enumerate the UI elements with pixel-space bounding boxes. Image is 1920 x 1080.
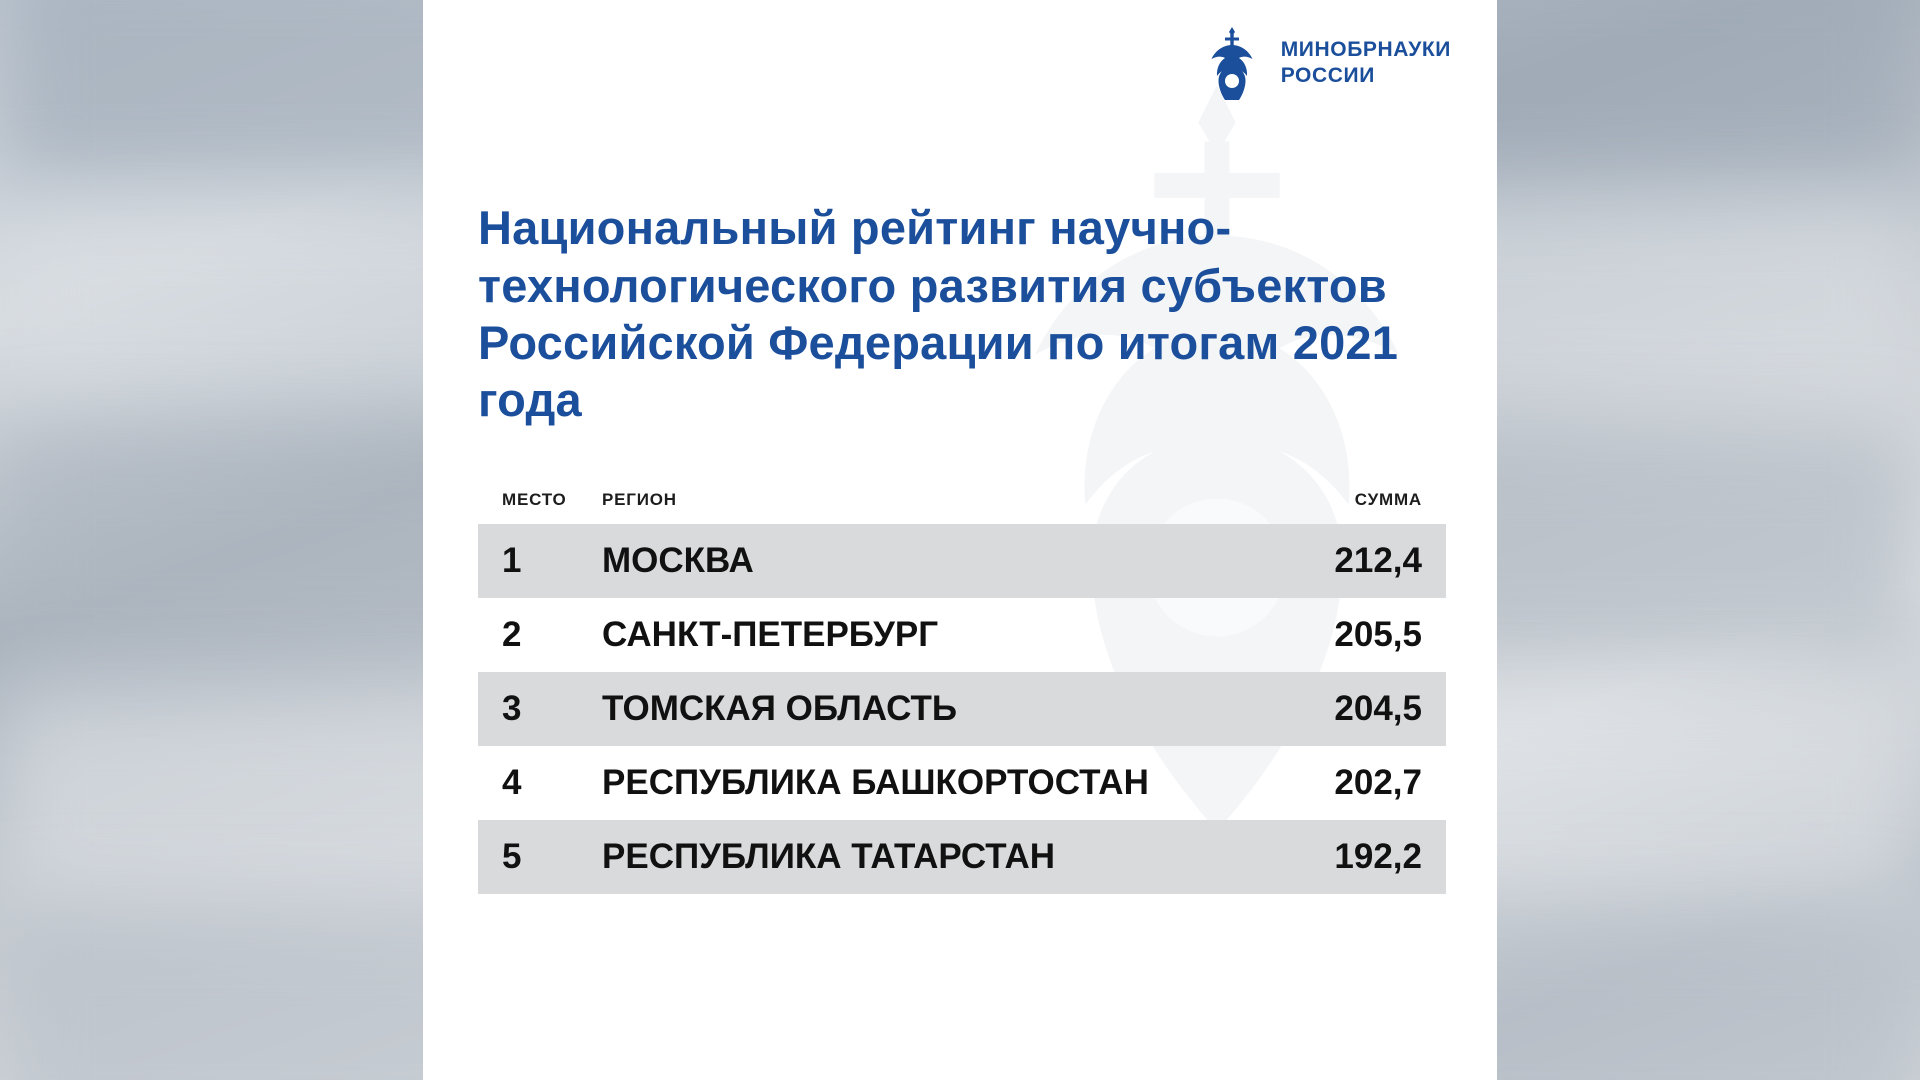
ministry-name xyxy=(1281,37,1451,88)
cell-sum: 202,7 xyxy=(1334,763,1422,802)
ministry-logo xyxy=(1201,26,1451,100)
cell-region: МОСКВА xyxy=(602,541,754,580)
page-title: Национальный рейтинг научно-технологического развития субъектов Российской Федерации по итогам 2021 года xyxy=(478,201,1399,427)
column-header-place: МЕСТО xyxy=(502,490,567,509)
cell-place: 5 xyxy=(502,837,522,876)
table-row xyxy=(478,598,1446,672)
cell-region: САНКТ-ПЕТЕРБУРГ xyxy=(602,615,939,654)
cell-region: РЕСПУБЛИКА ТАТАРСТАН xyxy=(602,837,1056,876)
cell-place: 4 xyxy=(502,763,522,802)
cell-sum: 205,5 xyxy=(1334,615,1422,654)
table-row xyxy=(478,524,1446,598)
table-row xyxy=(478,672,1446,746)
info-card xyxy=(423,0,1497,1080)
cell-place: 1 xyxy=(502,541,522,580)
cell-place: 2 xyxy=(502,615,522,654)
cell-sum: 192,2 xyxy=(1334,837,1422,876)
russia-coat-of-arms-icon xyxy=(1201,26,1263,100)
ranking-table xyxy=(478,490,1446,894)
ministry-name-line-1: МИНОБРНАУКИ xyxy=(1280,38,1451,62)
cell-region: ТОМСКАЯ ОБЛАСТЬ xyxy=(602,689,958,728)
cell-sum: 212,4 xyxy=(1334,541,1422,580)
ministry-name-line-2: РОССИИ xyxy=(1280,64,1375,87)
cell-place: 3 xyxy=(502,689,522,728)
table-row xyxy=(478,820,1446,894)
column-header-sum: СУММА xyxy=(1354,490,1422,509)
table-header-row xyxy=(478,490,1446,524)
table-row xyxy=(478,746,1446,820)
column-header-region: РЕГИОН xyxy=(602,490,677,509)
cell-sum: 204,5 xyxy=(1334,689,1422,728)
cell-region: РЕСПУБЛИКА БАШКОРТОСТАН xyxy=(602,763,1149,802)
